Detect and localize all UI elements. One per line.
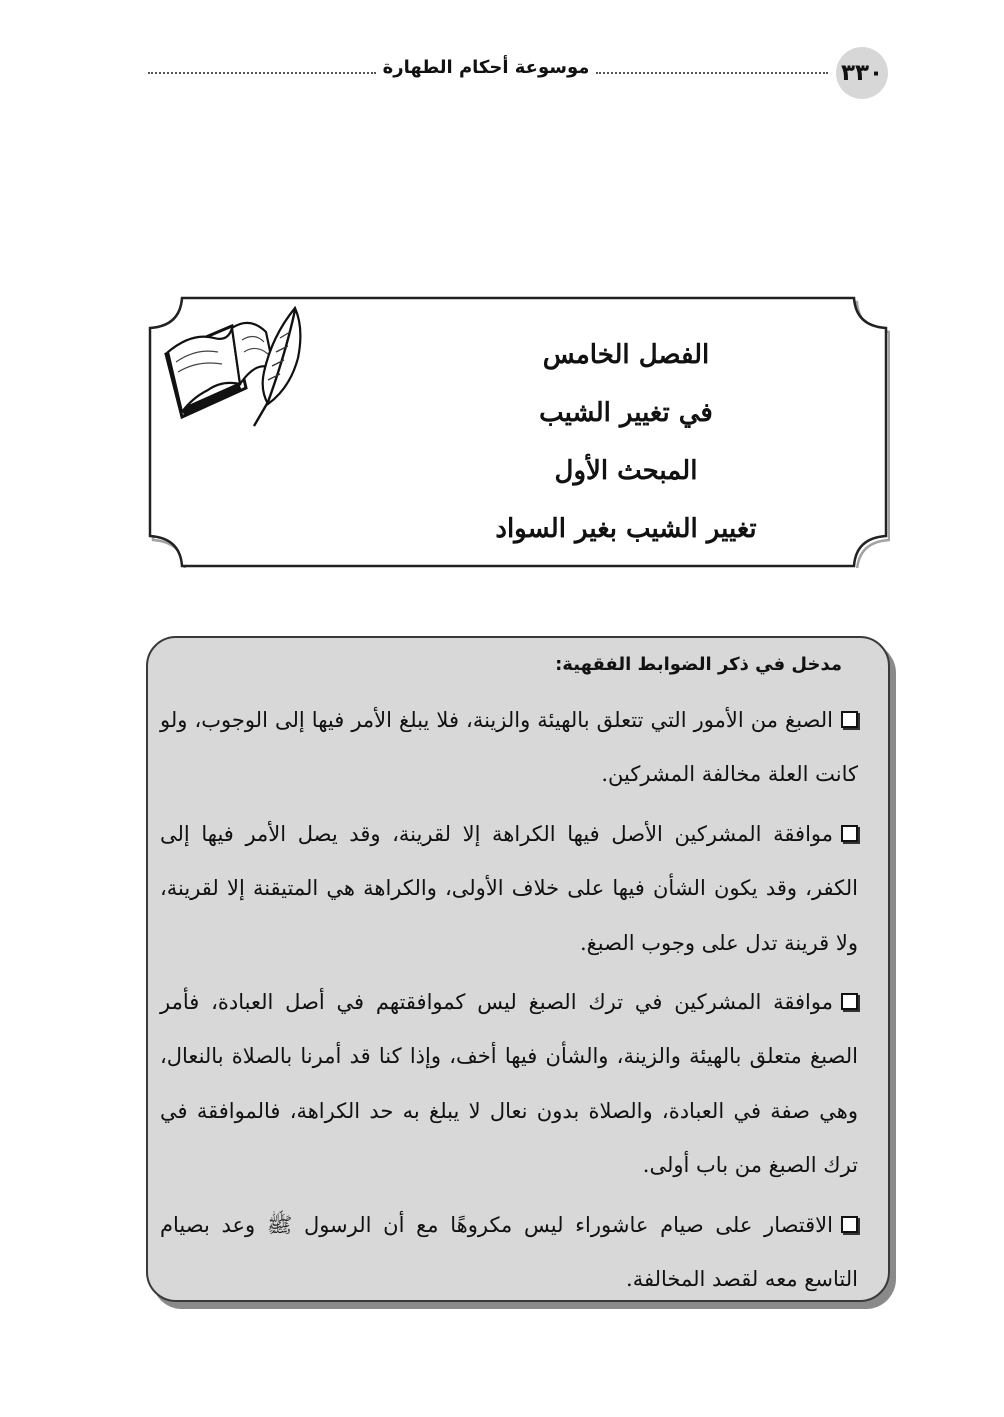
chapter-title-lines — [416, 326, 836, 558]
rule-text: الصبغ من الأمور التي تتعلق بالهيئة والزينة، فلا يبلغ الأمر فيها إلى الوجوب، ولو كانت العلة مخالفة المشركين. — [160, 708, 858, 787]
rule-text: موافقة المشركين الأصل فيها الكراهة إلا لقرينة، وقد يصل الأمر فيها إلى الكفر، وقد يكون الشأن فيها على خلاف الأولى، والكراهة هي المتيقنة إلا لقرينة، ولا قرينة تدل على وجوب الصبغ. — [160, 821, 858, 955]
header-dotted-rule — [148, 72, 376, 74]
rules-box — [146, 636, 890, 1302]
rule-item — [160, 807, 858, 970]
running-header — [0, 44, 1004, 100]
checkbox-bullet-icon — [841, 1216, 858, 1233]
checkbox-bullet-icon — [841, 711, 858, 728]
header-dotted-rule — [596, 72, 828, 74]
chapter-subject: في تغيير الشيب — [539, 398, 713, 428]
rule-item — [160, 693, 858, 802]
page-number: ٣٣٠ — [836, 47, 888, 99]
rule-item — [160, 975, 858, 1193]
rule-text: الاقتصار على صيام عاشوراء ليس مكروهًا مع أن الرسول ﷺ وعد بصيام التاسع معه لقصد المخالفة. — [160, 1212, 858, 1292]
section-subject: تغيير الشيب بغير السواد — [495, 514, 757, 544]
checkbox-bullet-icon — [841, 825, 858, 842]
rules-list — [160, 693, 858, 1311]
rules-heading: مدخل في ذكر الضوابط الفقهية: — [555, 654, 842, 675]
chapter-heading: الفصل الخامس — [542, 340, 710, 370]
rule-item — [160, 1198, 858, 1307]
checkbox-bullet-icon — [841, 993, 858, 1010]
section-heading: المبحث الأول — [554, 456, 698, 486]
book-title: موسوعة أحكام الطهارة — [382, 57, 590, 78]
chapter-title-frame — [146, 296, 890, 568]
rule-text: موافقة المشركين في ترك الصبغ ليس كموافقتهم في أصل العبادة، فأمر الصبغ متعلق بالهيئة والزينة، والشأن فيها أخف، وإذا كنا قد أمرنا بالصلاة بالنعال، وهي صفة في العبادة، والصلاة بدون نعال لا يبلغ به حد الكراهة، فالموافقة في ترك الصبغ من باب أولى. — [160, 990, 858, 1178]
book-and-quill-icon — [162, 302, 307, 432]
